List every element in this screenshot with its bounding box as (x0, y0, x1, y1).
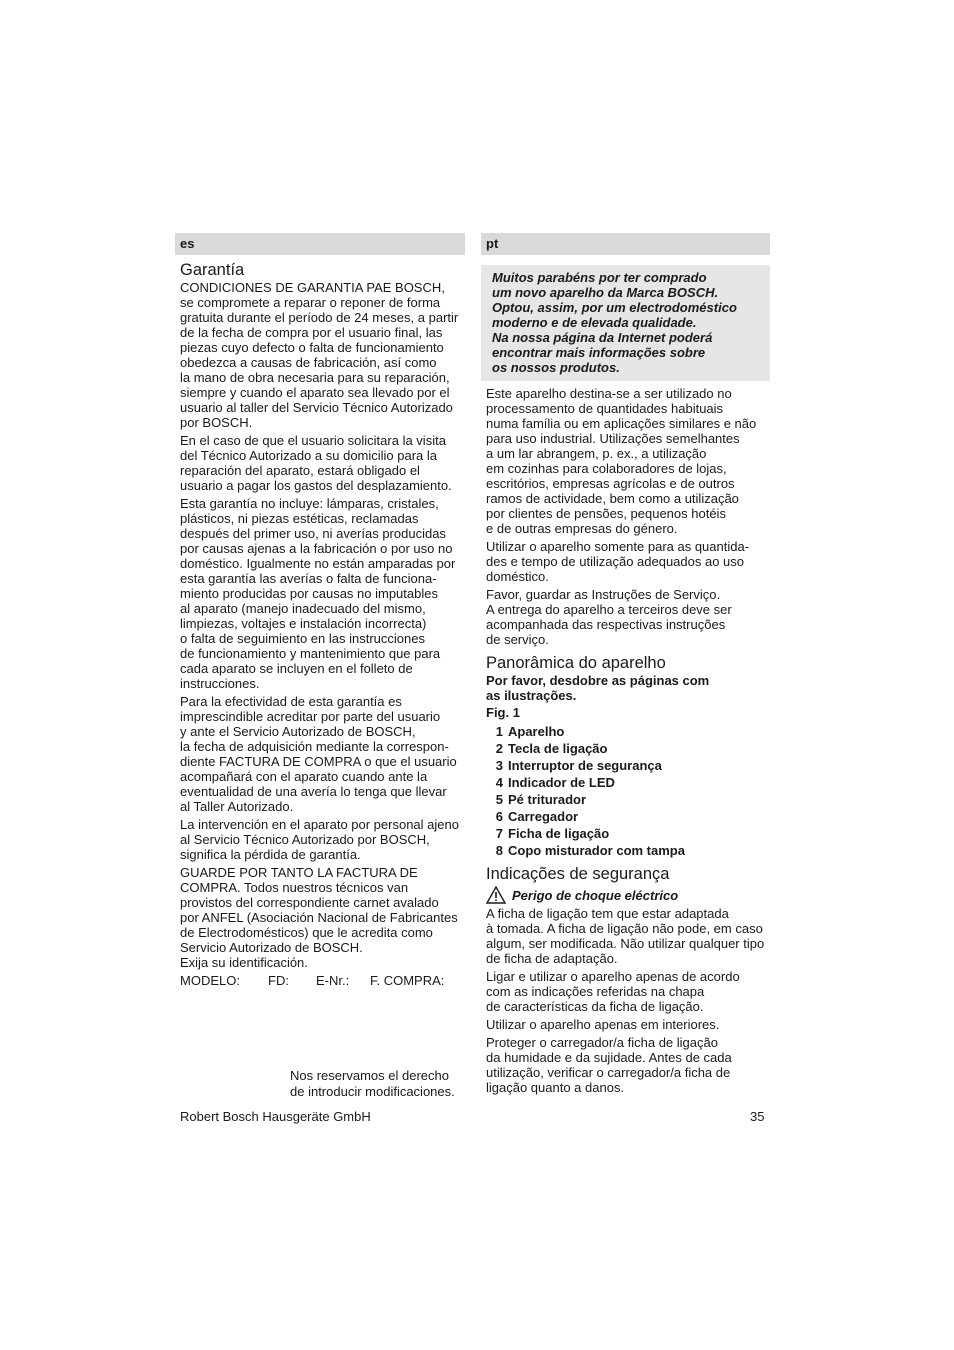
list-item (486, 741, 770, 758)
list-item-number: 4 (495, 775, 503, 790)
heading-overview: Panorâmica do aparelho (486, 654, 666, 672)
list-item-label: Copo misturador com tampa (508, 843, 685, 858)
heading-safety: Indicações de segurança (486, 865, 670, 883)
list-item-label: Pé triturador (508, 792, 587, 807)
list-item-number: 8 (495, 843, 503, 858)
paragraph-es-2: En el caso de que el usuario solicitara la visita del Técnico Autorizado a su domicilio para la reparación del aparato, estará obligado el usuario a pagar los gastos del desplazamiento. (180, 433, 452, 493)
paragraph-safety-3: Utilizar o aparelho apenas em interiores. (486, 1017, 720, 1032)
column-pt (481, 233, 770, 1098)
language-bar-es: es (175, 233, 465, 255)
list-item-label: Aparelho (508, 724, 565, 739)
paragraph-safety-4: Proteger o carregador/a ficha de ligação da humidade e da sujidade. Antes de cada utilização, verificar o carregador/a ficha de ligação quanto a danos. (486, 1035, 732, 1095)
list-item-number: 2 (495, 741, 503, 756)
list-item-label: Tecla de ligação (508, 741, 608, 756)
paragraph-pt-3: Favor, guardar as Instruções de Serviço. A entrega do aparelho a terceiros deve ser acompanhada das respectivas instruções de serviço. (486, 587, 732, 647)
intro-box: Muitos parabéns por ter comprado um novo aparelho da Marca BOSCH. Optou, assim, por um electrodoméstico moderno e de elevada qualidade. Na nossa página da Internet poderá encontrar mais informações sobre os nossos produtos. (481, 265, 770, 381)
paragraph-es-6: GUARDE POR TANTO LA FACTURA DE COMPRA. Todos nuestros técnicos van provistos del correspondiente carnet avalado por ANFEL (Asociación Nacional de Fabricantes de Electrodomésticos) que le acredita como Servicio Autorizado de BOSCH. Exija su identificación. (180, 865, 458, 970)
list-item (486, 826, 770, 843)
list-item-number: 6 (495, 809, 503, 824)
paragraph-es-4: Para la efectividad de esta garantía es imprescindible acreditar por parte del usuario y ante el Servicio Autorizado de BOSCH, la fecha de adquisición mediante la correspon- diente FACTURA DE COMPRA o que el usuario acompañará con el aparato cuando ante la eventualidad de una avería lo tenga que llevar al Taller Autorizado. (180, 694, 457, 814)
column-es (175, 233, 465, 988)
warning-triangle-icon (486, 886, 506, 904)
reserve-note: Nos reservamos el derecho de introducir modificaciones. (290, 1068, 455, 1099)
model-field-enr: E-Nr.: (316, 973, 350, 988)
paragraph-es-5: La intervención en el aparato por personal ajeno al Servicio Técnico Autorizado por BOSCH, significa la pérdida de garantía. (180, 817, 459, 862)
paragraph-safety-2: Ligar e utilizar o aparelho apenas de acordo com as indicações referidas na chapa de características da ficha de ligação. (486, 969, 740, 1014)
paragraph-safety-1: A ficha de ligação tem que estar adaptada à tomada. A ficha de ligação não pode, em caso algum, ser modificada. Não utilizar qualquer tipo de ficha de adaptação. (486, 906, 765, 966)
list-item-label: Indicador de LED (508, 775, 615, 790)
list-item-number: 3 (495, 758, 503, 773)
list-item-number: 5 (495, 792, 503, 807)
list-item (486, 843, 770, 860)
list-item-label: Carregador (508, 809, 579, 824)
list-item (486, 775, 770, 792)
footer-company: Robert Bosch Hausgeräte GmbH (180, 1109, 371, 1124)
overview-instruction: Por favor, desdobre as páginas com as ilustrações. (486, 673, 710, 703)
list-item-number: 7 (495, 826, 503, 841)
paragraph-es-3: Esta garantía no incluye: lámparas, cristales, plásticos, ni piezas estéticas, reclamadas después del primer uso, ni averías producidas por causas ajenas a la fabricación o por uso no doméstico. Igualmente no están amparadas por esta garantía las averías o falta de funciona- miento producidas por causas no imputables al aparato (manejo inadecuado del mismo, limpiezas, voltajes e instalación incorrecta) o falta de seguimiento en las instrucciones de funcionamiento y mantenimiento que para cada aparato se incluyen en el folleto de instrucciones. (180, 496, 456, 691)
model-field-compra: F. COMPRA: (370, 973, 445, 988)
page-number: 35 (750, 1109, 765, 1124)
warning-row (481, 886, 770, 904)
list-item-label: Ficha de ligação (508, 826, 610, 841)
list-item-label: Interruptor de segurança (508, 758, 662, 773)
list-item (486, 724, 770, 741)
paragraph-es-1: CONDICIONES DE GARANTIA PAE BOSCH, se compromete a reparar o reponer de forma gratuita durante el período de 24 meses, a partir de la fecha de compra por el usuario final, las piezas cuyo defecto o falta de funcionamiento obedezca a causas de fabricación, así como la mano de obra necesaria para su reparación, siempre y cuando el aparato sea llevado por el usuario al taller del Servicio Técnico Autorizado por BOSCH. (180, 280, 459, 430)
heading-garantia: Garantía (180, 261, 245, 279)
warning-text: Perigo de choque eléctrico (512, 887, 679, 903)
list-item-number: 1 (495, 724, 503, 739)
language-bar-pt: pt (481, 233, 770, 255)
list-item (486, 809, 770, 826)
paragraph-pt-2: Utilizar o aparelho somente para as quantida- des e tempo de utilização adequados ao uso doméstico. (486, 539, 750, 584)
list-item (486, 792, 770, 809)
model-field-fd: FD: (268, 973, 289, 988)
model-field-modelo: MODELO: (180, 973, 240, 988)
parts-list (481, 724, 770, 860)
paragraph-pt-1: Este aparelho destina-se a ser utilizado no processamento de quantidades habituais numa família ou em aplicações similares e não para uso industrial. Utilizações semelhantes a um lar abrangem, p. ex., a utilização em cozinhas para colaboradores de lojas, escritórios, empresas agrícolas e de outros ramos de actividade, bem como a utilização por clientes de pensões, pequenos hotéis e de outras empresas do género. (486, 386, 757, 536)
figure-label: Fig. 1 (486, 705, 520, 720)
model-fields-row (175, 973, 465, 988)
list-item (486, 758, 770, 775)
